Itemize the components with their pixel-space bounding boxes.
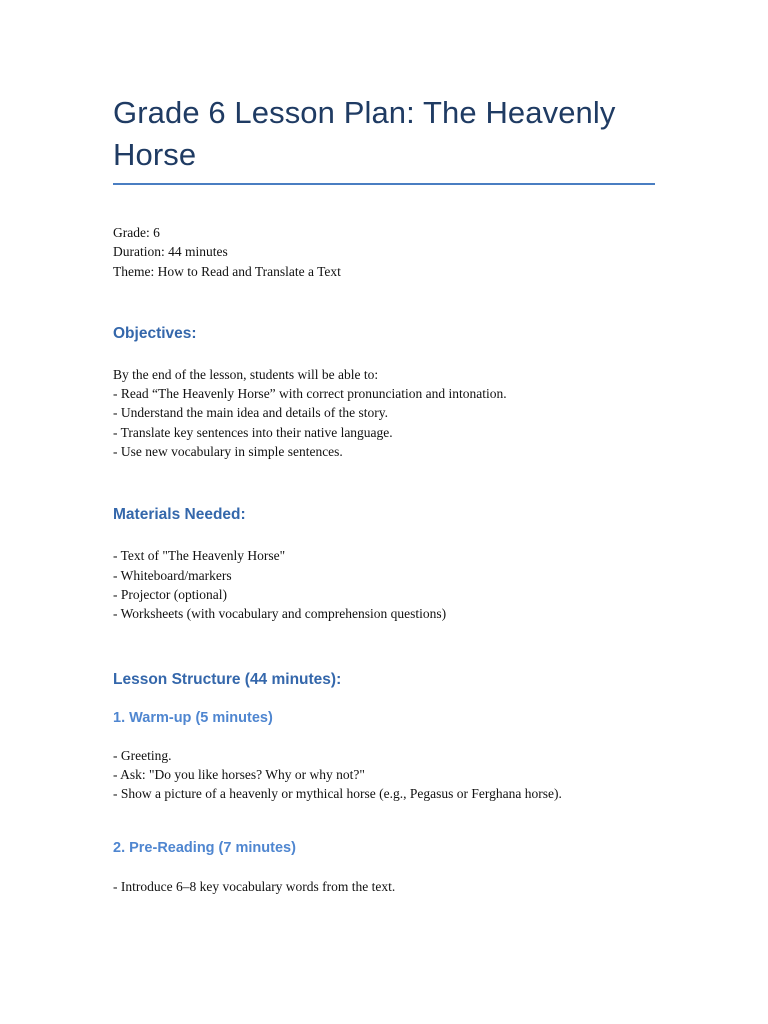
objectives-heading: Objectives:	[113, 324, 197, 342]
title-divider	[113, 183, 655, 185]
warmup-list	[113, 746, 655, 804]
meta-duration: Duration: 44 minutes	[113, 244, 228, 260]
meta-grade: Grade: 6	[113, 225, 160, 240]
warmup-heading: 1. Warm-up (5 minutes)	[113, 709, 273, 726]
material-item: - Whiteboard/markers	[113, 567, 232, 583]
lesson-meta	[113, 223, 655, 281]
objectives-intro: By the end of the lesson, students will be able to:	[113, 366, 379, 382]
material-item: - Projector (optional)	[113, 586, 227, 602]
lesson-structure-heading: Lesson Structure (44 minutes):	[113, 670, 342, 688]
materials-list	[113, 546, 655, 623]
material-item: - Worksheets (with vocabulary and comprehension questions)	[113, 606, 447, 622]
warmup-item: - Show a picture of a heavenly or mythical horse (e.g., Pegasus or Ferghana horse).	[113, 786, 562, 802]
prereading-list	[113, 877, 655, 896]
prereading-item: - Introduce 6–8 key vocabulary words from the text.	[113, 879, 396, 895]
meta-theme: Theme: How to Read and Translate a Text	[113, 263, 341, 279]
warmup-item: - Greeting.	[113, 747, 172, 763]
objective-item: - Translate key sentences into their native language.	[113, 424, 393, 440]
warmup-item: - Ask: "Do you like horses? Why or why not?"	[113, 766, 365, 782]
document-title: Grade 6 Lesson Plan: The Heavenly Horse	[113, 95, 616, 172]
objectives-list	[113, 365, 655, 461]
objective-item: - Read “The Heavenly Horse” with correct pronunciation and intonation.	[113, 386, 507, 402]
objective-item: - Use new vocabulary in simple sentences.	[113, 444, 343, 460]
prereading-heading: 2. Pre-Reading (7 minutes)	[113, 840, 296, 857]
document-page	[113, 92, 655, 897]
objective-item: - Understand the main idea and details of the story.	[113, 405, 389, 421]
materials-heading: Materials Needed:	[113, 506, 246, 524]
material-item: - Text of "The Heavenly Horse"	[113, 548, 286, 564]
